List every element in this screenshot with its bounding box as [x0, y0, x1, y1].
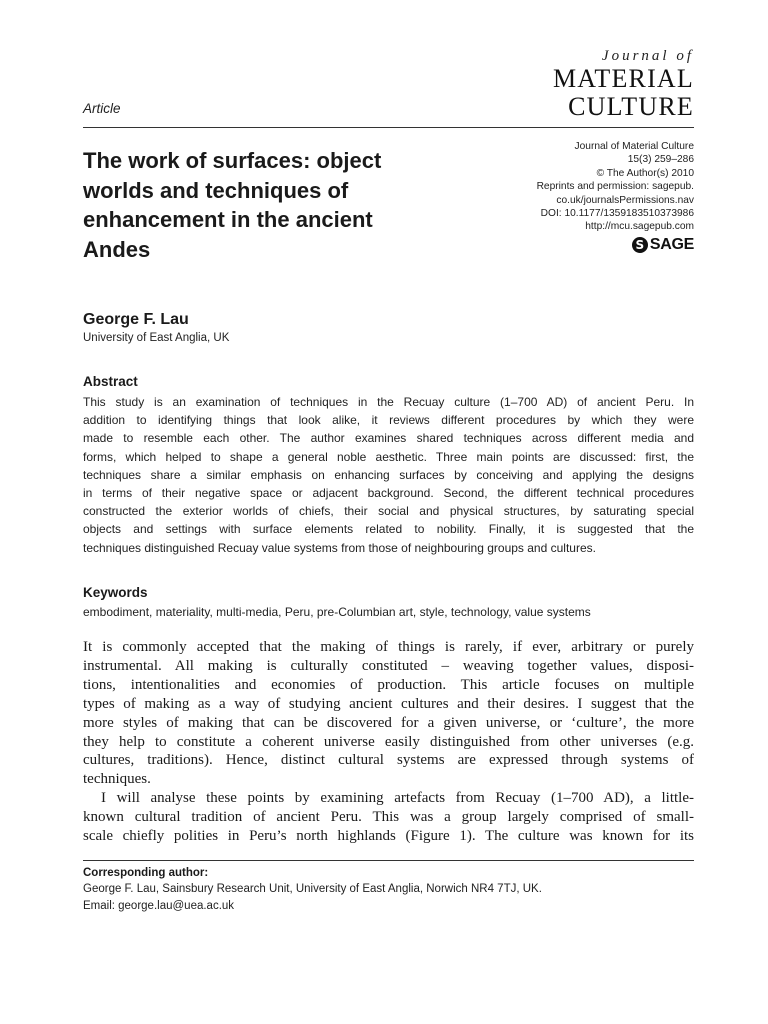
- body-line: techniques.: [83, 771, 151, 788]
- author-name: George F. Lau: [83, 311, 189, 328]
- body-line: I will analyse these points by examining artefacts from Recuay (1–700 AD), a little-: [101, 790, 694, 807]
- abstract-line: constructed the exterior worlds of chiefs, their social and physical structures, by saturating special: [83, 504, 694, 519]
- article-title: [83, 146, 473, 264]
- sage-logo-icon: S: [632, 237, 648, 253]
- body-line: more styles of making that can be discovered for a given universe, or ‘culture’, the more: [83, 714, 694, 731]
- citation-journal-url[interactable]: http://mcu.sagepub.com: [585, 221, 694, 233]
- abstract-text: [83, 393, 694, 557]
- journal-of-label: Journal of: [601, 48, 694, 64]
- abstract-line: in terms of their negative space or adjacent background. Second, the different technical procedures: [83, 486, 694, 501]
- journal-title-line2: CULTURE: [568, 92, 694, 121]
- citation-volume: 15(3) 259–286: [627, 154, 694, 166]
- body-text: [83, 638, 694, 846]
- keywords-list: embodiment, materiality, multi-media, Peru, pre-Columbian art, style, technology, value systems: [83, 605, 591, 619]
- corresponding-author-address: George F. Lau, Sainsbury Research Unit, University of East Anglia, Norwich NR4 7TJ, UK.: [83, 883, 542, 895]
- citation-permissions: Reprints and permission: sagepub.: [536, 181, 694, 193]
- body-line: types of making as a way of studying ancient cultures and their desires. I suggest that the: [83, 695, 694, 712]
- abstract-heading: Abstract: [83, 374, 138, 389]
- citation-block: [454, 140, 694, 234]
- abstract-line: techniques distinguished Recuay value systems from those of neighbouring groups and cultures.: [83, 540, 596, 555]
- citation-copyright: © The Author(s) 2010: [596, 167, 694, 179]
- journal-title-line1: MATERIAL: [552, 64, 694, 93]
- corresponding-author-heading: Corresponding author:: [83, 867, 209, 879]
- abstract-line: forms, which helped to shape a general noble aesthetic. Three main points are discussed: first, the: [83, 449, 694, 464]
- citation-journal: Journal of Material Culture: [574, 141, 694, 152]
- body-line: instrumental. All making is culturally constituted – weaving together values, disposi-: [83, 657, 694, 674]
- article-page: [83, 0, 694, 1024]
- keywords-heading: Keywords: [83, 585, 148, 600]
- abstract-line: addition to identifying things that look alike, it reviews different procedures by which they were: [83, 413, 694, 428]
- header-divider: [83, 127, 694, 128]
- corresponding-author-email[interactable]: Email: george.lau@uea.ac.uk: [83, 900, 235, 912]
- abstract-line: techniques share a similar emphasis on enhancing surfaces by conceiving and applying the designs: [83, 467, 694, 482]
- title-line: enhancement in the ancient: [83, 207, 373, 232]
- article-type-label: Article: [83, 101, 121, 116]
- body-line: cultures, traditions). Hence, distinct cultural systems are expressed through systems of: [83, 752, 694, 769]
- abstract-line: This study is an examination of techniques in the Recuay culture (1–700 AD) of ancient Peru. In: [83, 395, 694, 409]
- citation-permissions-url[interactable]: co.uk/journalsPermissions.nav: [556, 194, 694, 206]
- footnote-divider: [83, 860, 694, 861]
- sage-logo-text: SAGE: [649, 236, 694, 253]
- author-affiliation: University of East Anglia, UK: [83, 332, 230, 344]
- body-line: scale chiefly polities in Peru’s north highlands (Figure 1). The culture was known for its: [83, 828, 694, 845]
- sage-logo: [632, 236, 694, 254]
- abstract-line: made to resemble each other. The author examines shared techniques across different media and: [83, 431, 694, 446]
- title-line: The work of surfaces: object: [83, 148, 382, 173]
- title-line: worlds and techniques of: [83, 177, 349, 203]
- abstract-line: objects and settings with surface elements related to nobility. Finally, it is suggested that the: [83, 522, 694, 537]
- title-line: Andes: [83, 236, 151, 262]
- body-line: tions, intentionalities and economies of production. This article focuses on multiple: [83, 676, 694, 693]
- body-line: they help to constitute a coherent universe easily distinguished from other universes (e.g.: [83, 733, 694, 750]
- body-line: known cultural tradition of ancient Peru. This was a group largely comprised of small-: [83, 809, 694, 826]
- body-line: It is commonly accepted that the making of things is rarely, if ever, arbitrary or purely: [83, 639, 694, 655]
- citation-doi[interactable]: DOI: 10.1177/1359183510373986: [540, 208, 694, 220]
